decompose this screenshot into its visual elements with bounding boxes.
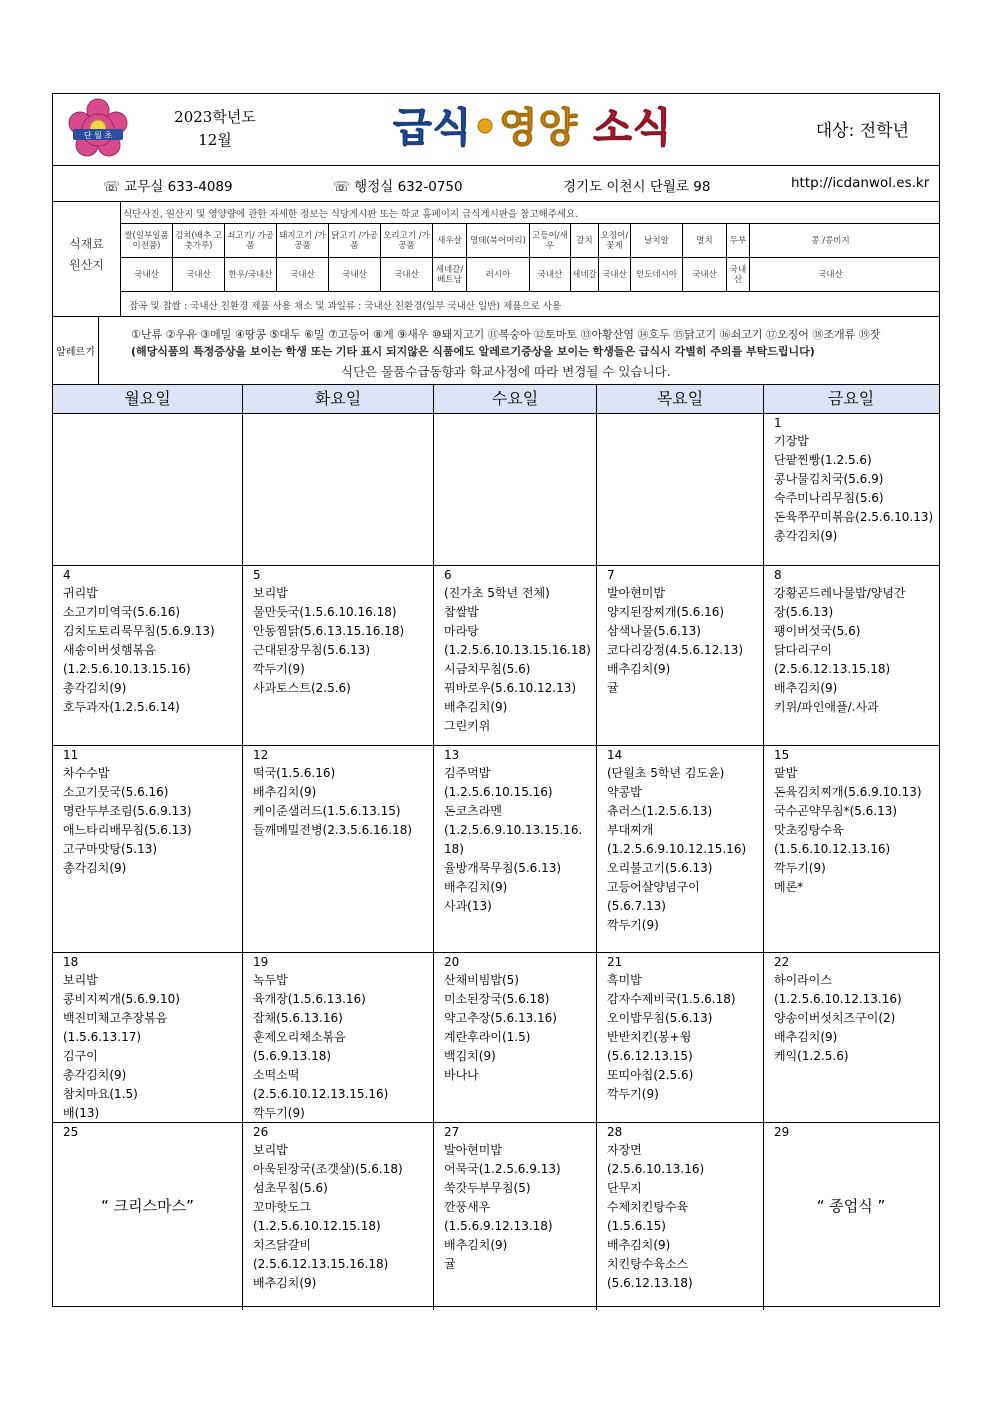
menu-item: 양송이버섯치즈구이(2) bbox=[774, 1011, 896, 1025]
menu-item: 오리불고기(5.6.13) bbox=[607, 861, 713, 875]
day-number: 29 bbox=[774, 1125, 790, 1139]
banner-part-3: 소식 bbox=[578, 105, 673, 151]
day-number: 21 bbox=[607, 955, 623, 969]
menu-item: 녹두밥 bbox=[253, 973, 288, 987]
menu-item: 보리밥 bbox=[253, 586, 288, 600]
day-cell bbox=[434, 1123, 597, 1310]
origin-country: 세네갈 bbox=[571, 258, 599, 291]
menu-item: 강황곤드레나물밥/양념간 bbox=[774, 586, 906, 600]
menu-item: 양지된장찌개(5.6.16) bbox=[607, 605, 725, 619]
menu-item: 깍두기(9) bbox=[607, 918, 659, 932]
menu-item: 깐풍새우 bbox=[444, 1200, 491, 1214]
menu-item: 자장면 bbox=[607, 1143, 642, 1157]
menu-item: 반반치킨(봉+윙 bbox=[607, 1030, 692, 1044]
menu-item: 배추김치(9) bbox=[774, 681, 838, 695]
menu-item: 케익(1.2.5.6) bbox=[774, 1049, 849, 1063]
school-address: 경기도 이천시 단월로 98 bbox=[563, 179, 711, 195]
origin-country: 국내산 bbox=[329, 258, 381, 291]
menu-item: 사과토스트(2.5.6) bbox=[253, 681, 351, 695]
calendar-week-row bbox=[53, 414, 939, 566]
origin-ingredient-name: 두부 bbox=[727, 224, 750, 257]
menu-item: 국수곤약무침*(5.6.13) bbox=[774, 804, 898, 818]
menu-item: (2.5.6.10.13.16) bbox=[607, 1162, 705, 1176]
menu-item: 애느타리배무침(5.6.13) bbox=[63, 823, 192, 837]
menu-item: 꼬마핫도그 bbox=[253, 1200, 311, 1214]
menu-item: (1.2.5.6.10.13.15.16) bbox=[63, 662, 191, 676]
calendar-week-row bbox=[53, 1123, 939, 1310]
menu-item: (1.2.5.6.10.13.15.16.18) bbox=[444, 643, 591, 657]
menu-item: 참치마요(1.5) bbox=[63, 1087, 138, 1101]
menu-change-note: 식단은 물품수급동향과 학교사정에 따라 변경될 수 있습니다. bbox=[341, 364, 671, 379]
menu-item: 발아현미밥 bbox=[607, 586, 665, 600]
banner-part-2: •영양 bbox=[472, 105, 579, 151]
menu-item: 배추김치(9) bbox=[253, 1276, 317, 1290]
day-number: 20 bbox=[444, 955, 460, 969]
menu-item: 츄러스(1.2.5.6.13) bbox=[607, 804, 713, 818]
school-emblem-icon bbox=[67, 98, 129, 160]
menu-item: 찹쌀밥 bbox=[444, 605, 479, 619]
menu-item: (5.6.12.13.15) bbox=[607, 1049, 693, 1063]
menu-item: 부대찌개 bbox=[607, 823, 654, 837]
day-number: 22 bbox=[774, 955, 790, 969]
origin-ingredient-row bbox=[121, 224, 939, 258]
day-number: 11 bbox=[63, 748, 79, 762]
day-cell bbox=[243, 1123, 434, 1310]
weekday-thu: 목요일 bbox=[597, 385, 764, 413]
menu-item: 소떡소떡 bbox=[253, 1068, 300, 1082]
allergy-section bbox=[53, 317, 939, 384]
newsletter-banner-title bbox=[393, 102, 672, 154]
menu-item: (1.5.6.10.12.13.16) bbox=[774, 842, 891, 856]
menu-item: 어묵국(1.2.5.6.9.13) bbox=[444, 1162, 561, 1176]
menu-item: 귤 bbox=[607, 681, 619, 695]
calendar-week-row bbox=[53, 566, 939, 746]
menu-item: 물만둣국(1.5.6.10.16.18) bbox=[253, 605, 397, 619]
origin-ingredient-name: 쇠고기/ 가공품 bbox=[225, 224, 277, 257]
origin-country: 국내산 bbox=[683, 258, 727, 291]
day-number: 13 bbox=[444, 748, 460, 762]
menu-item: 율방개묵무침(5.6.13) bbox=[444, 861, 562, 875]
menu-item: 배추김치(9) bbox=[444, 700, 508, 714]
day-cell bbox=[53, 414, 243, 565]
day-cell bbox=[764, 746, 938, 952]
menu-item: 배추김치(9) bbox=[444, 1238, 508, 1252]
contact-bar bbox=[53, 166, 939, 202]
menu-item: (1.2.5.6.10.15.16) bbox=[444, 785, 553, 799]
allergy-list: ①난류 ②우유 ③메밀 ④땅콩 ⑤대두 ⑥밀 ⑦고등어 ⑧게 ⑨새우 ⑩돼지고기 ⑪복숭아 ⑫토마토 ⑬아황산염 ⑭호두 ⑮닭고기 ⑯쇠고기 ⑰오징어 ⑱조개류 ⑲잣 bbox=[131, 328, 881, 341]
day-cell bbox=[597, 566, 764, 745]
menu-item: 잡채(5.6.13.16) bbox=[253, 1011, 343, 1025]
menu-item: 귀리밥 bbox=[63, 586, 98, 600]
day-cell bbox=[53, 953, 243, 1122]
origin-ingredient-name: 고등어/새우 bbox=[530, 224, 571, 257]
origin-ingredient-name: 김치(배추 고춧가루) bbox=[173, 224, 225, 257]
day-cell bbox=[243, 953, 434, 1122]
day-cell bbox=[434, 746, 597, 952]
menu-item: 김치도토리묵무침(5.6.9.13) bbox=[63, 624, 215, 638]
menu-item: (2.5.6.12.13.15.16.18) bbox=[253, 1257, 389, 1271]
menu-item: 미소된장국(5.6.18) bbox=[444, 992, 550, 1006]
menu-item: 쑥갓두부무침(5) bbox=[444, 1181, 531, 1195]
banner-part-1: 급식 bbox=[393, 105, 473, 151]
menu-item: 케이준샐러드(1.5.6.13.15) bbox=[253, 804, 401, 818]
origin-bottom-note: 잡곡 및 찹쌀 : 국내산 친환경 제품 사용 채소 및 과일류 : 국내산 친환경(일부 국내산 일반) 제품으로 사용 bbox=[129, 301, 562, 312]
origin-country: 국내산 bbox=[530, 258, 571, 291]
menu-calendar bbox=[53, 414, 939, 1310]
origin-ingredient-name: 콩 /콩비지 bbox=[811, 235, 850, 246]
menu-item: 섬초무침(5.6) bbox=[253, 1181, 328, 1195]
origin-country: 국내산 bbox=[599, 258, 631, 291]
menu-item: 마라탕 bbox=[444, 624, 479, 638]
menu-item: 백김치(9) bbox=[444, 1049, 496, 1063]
menu-item: 메론* bbox=[774, 880, 804, 894]
day-number: 19 bbox=[253, 955, 269, 969]
menu-item: 꿔바로우(5.6.10.12.13) bbox=[444, 681, 577, 695]
menu-item: 깍두기(9) bbox=[607, 1087, 659, 1101]
weekday-wed: 수요일 bbox=[434, 385, 597, 413]
origin-country: 러시아 bbox=[467, 258, 530, 291]
menu-item: 배추김치(9) bbox=[607, 1238, 671, 1252]
menu-item: 코다리강정(4.5.6.12.13) bbox=[607, 643, 744, 657]
origin-country: 국내산 bbox=[818, 269, 843, 280]
origin-country: 세네갈/ 베트남 bbox=[433, 258, 467, 291]
weekday-mon: 월요일 bbox=[53, 385, 243, 413]
origin-ingredient-name: 명태(북어머리) bbox=[467, 224, 530, 257]
origin-ingredient-name: 닭고기 /가공품 bbox=[329, 224, 381, 257]
holiday-label: “ 종업식 ” bbox=[816, 1197, 886, 1215]
header bbox=[53, 94, 939, 166]
origin-country: 국내산 bbox=[121, 258, 173, 291]
day-number: 18 bbox=[63, 955, 79, 969]
origin-country-row bbox=[121, 258, 939, 292]
menu-item: 감자수제비국(1.5.6.18) bbox=[607, 992, 736, 1006]
menu-item: 김주먹밥 bbox=[444, 766, 491, 780]
menu-item: (5.6.9.13.18) bbox=[253, 1049, 332, 1063]
menu-item: (1.2.5.6.10.12.15.18) bbox=[253, 1219, 381, 1233]
school-year-block bbox=[165, 106, 265, 152]
menu-item: 또띠아칩(2.5.6) bbox=[607, 1068, 694, 1082]
menu-item: (1.5.6.13.17) bbox=[63, 1030, 142, 1044]
menu-item: 돈코츠라멘 bbox=[444, 804, 502, 818]
day-number: 14 bbox=[607, 748, 623, 762]
menu-item: 깍두기(9) bbox=[253, 662, 305, 676]
day-number: 4 bbox=[63, 568, 71, 582]
menu-item: 키위/파인애플/.사과 bbox=[774, 700, 879, 714]
origin-ingredient-name: 날치알 bbox=[631, 224, 683, 257]
day-number: 28 bbox=[607, 1125, 623, 1139]
menu-item: 안동찜닭(5.6.13.15.16.18) bbox=[253, 624, 405, 638]
day-number: 12 bbox=[253, 748, 269, 762]
day-cell bbox=[764, 414, 938, 565]
menu-item: 계란후라이(1.5) bbox=[444, 1030, 531, 1044]
day-cell bbox=[597, 1123, 764, 1310]
menu-item: 숙주미나리무침(5.6) bbox=[774, 491, 884, 505]
menu-item: 콩비지찌개(5.6.9.10) bbox=[63, 992, 180, 1006]
menu-item: (2.5.6.10.12.13.15.16) bbox=[253, 1087, 389, 1101]
holiday-label: “ 크리스마스” bbox=[101, 1197, 194, 1215]
menu-item: 백진미채고추장볶음 bbox=[63, 1011, 168, 1025]
day-cell bbox=[764, 1123, 938, 1310]
day-number: 15 bbox=[774, 748, 790, 762]
menu-item: 맛초킹탕수육 bbox=[774, 823, 844, 837]
menu-item: 총각김치(9) bbox=[63, 861, 127, 875]
day-cell bbox=[53, 566, 243, 745]
menu-item: 들깨메밀전병(2.3.5.6.16.18) bbox=[253, 823, 413, 837]
day-number: 6 bbox=[444, 568, 452, 582]
calendar-week-row bbox=[53, 953, 939, 1123]
origin-ingredient-name: 오리고기 /가공품 bbox=[381, 224, 433, 257]
menu-item: 김구이 bbox=[63, 1049, 98, 1063]
menu-item: 단무지 bbox=[607, 1181, 642, 1195]
day-number: 27 bbox=[444, 1125, 460, 1139]
day-cell bbox=[597, 953, 764, 1122]
origin-ingredient-name: 새우살 bbox=[433, 224, 467, 257]
menu-item: (1.5.6.9.12.13.18) bbox=[444, 1219, 553, 1233]
menu-item: (2.5.6.12.13.15.18) bbox=[774, 662, 891, 676]
day-number: 26 bbox=[253, 1125, 269, 1139]
menu-item: 아욱된장국(조갯살)(5.6.18) bbox=[253, 1162, 403, 1176]
day-cell bbox=[243, 414, 434, 565]
day-number: 1 bbox=[774, 416, 782, 430]
menu-item: 약콩밥 bbox=[607, 785, 642, 799]
menu-item: 육개장(1.5.6.13.16) bbox=[253, 992, 366, 1006]
menu-item: 오이밥무침(5.6.13) bbox=[607, 1011, 713, 1025]
menu-item: 돈육쭈꾸미볶음(2.5.6.10.13) bbox=[774, 510, 934, 524]
menu-item: 배(13) bbox=[63, 1106, 100, 1120]
admin-phone: ☏ 행정실 632-0750 bbox=[333, 179, 463, 195]
day-cell bbox=[434, 414, 597, 565]
weekday-header bbox=[53, 384, 939, 414]
origin-ingredient-name: 오징어/ 꽃게 bbox=[599, 224, 631, 257]
menu-item: 장(5.6.13) bbox=[774, 605, 834, 619]
menu-item: (1.2.5.6.10.12.13.16) bbox=[774, 992, 902, 1006]
menu-item: 돈육김치찌개(5.6.9.10.13) bbox=[774, 785, 922, 799]
menu-item: (5.6.12.13.18) bbox=[607, 1276, 693, 1290]
weekday-tue: 화요일 bbox=[243, 385, 434, 413]
origin-label: 식재료 원산지 bbox=[53, 202, 121, 317]
menu-item: 산채비빔밥(5) bbox=[444, 973, 519, 987]
menu-item: 배추김치(9) bbox=[607, 662, 671, 676]
origin-country: 국내산 bbox=[381, 258, 433, 291]
menu-item: 배추김치(9) bbox=[253, 785, 317, 799]
menu-item: 차수수밥 bbox=[63, 766, 110, 780]
menu-item: (1.5.6.15) bbox=[607, 1219, 666, 1233]
calendar-week-row bbox=[53, 746, 939, 953]
school-year: 2023학년도 bbox=[174, 108, 256, 126]
origin-ingredient-name: 돼지고기 /가공품 bbox=[277, 224, 329, 257]
menu-item: 근대된장무침(5.6.13) bbox=[253, 643, 371, 657]
day-number: 8 bbox=[774, 568, 782, 582]
menu-item: 팽이버섯국(5.6) bbox=[774, 624, 861, 638]
menu-item: 18) bbox=[444, 842, 464, 856]
origin-ingredient-name: 멸치 bbox=[683, 224, 727, 257]
origin-country: 국내 산 bbox=[727, 258, 750, 291]
menu-item: 하이라이스 bbox=[774, 973, 832, 987]
menu-item: 명란두부조림(5.6.9.13) bbox=[63, 804, 192, 818]
menu-item: (5.6.7.13) bbox=[607, 899, 666, 913]
svg-text:단 월 초: 단 월 초 bbox=[83, 131, 113, 140]
menu-item: 흑미밥 bbox=[607, 973, 642, 987]
day-cell bbox=[243, 746, 434, 952]
menu-item: (단월초 5학년 김도윤) bbox=[607, 766, 725, 780]
day-cell bbox=[597, 414, 764, 565]
menu-item: 보리밥 bbox=[253, 1143, 288, 1157]
office-phone: ☏ 교무실 633-4089 bbox=[103, 179, 233, 195]
origin-country: 한우/국내산 bbox=[225, 258, 277, 291]
ingredient-origin-table bbox=[53, 202, 939, 317]
menu-item: 떡국(1.5.6.16) bbox=[253, 766, 336, 780]
menu-item: 사과(13) bbox=[444, 899, 492, 913]
menu-item: 고구마맛탕(5.13) bbox=[63, 842, 158, 856]
menu-item: 팥밥 bbox=[774, 766, 798, 780]
menu-month: 12월 bbox=[198, 131, 232, 149]
menu-item: 깍두기(9) bbox=[253, 1106, 305, 1120]
menu-item: 소고기미역국(5.6.16) bbox=[63, 605, 181, 619]
menu-item: 소고기뭇국(5.6.16) bbox=[63, 785, 169, 799]
menu-item: 그린키위 bbox=[444, 719, 491, 733]
origin-country: 국내산 bbox=[277, 258, 329, 291]
menu-item: 훈제오리채소볶음 bbox=[253, 1030, 346, 1044]
day-cell bbox=[764, 566, 938, 745]
school-url[interactable]: http://icdanwol.es.kr bbox=[791, 175, 930, 191]
origin-country: 국내산 bbox=[173, 258, 225, 291]
menu-item: 기장밥 bbox=[774, 434, 809, 448]
day-number: 25 bbox=[63, 1125, 79, 1139]
menu-item: 바나나 bbox=[444, 1068, 479, 1082]
origin-country: 인도네시아 bbox=[631, 258, 683, 291]
menu-item: 총각김치(9) bbox=[63, 1068, 127, 1082]
weekday-fri: 금요일 bbox=[827, 389, 875, 408]
day-cell bbox=[597, 746, 764, 952]
menu-item: (1.2.5.6.9.10.13.15.16. bbox=[444, 823, 583, 837]
menu-item: 보리밥 bbox=[63, 973, 98, 987]
menu-item: 약고추장(5.6.13.16) bbox=[444, 1011, 557, 1025]
origin-top-note: 식단사진, 원산지 및 영양량에 관한 자세한 정보는 식당게시판 또는 학교 홈페이지 급식게시판을 참고해주세요. bbox=[121, 202, 939, 224]
day-cell bbox=[434, 953, 597, 1122]
menu-item: 총각김치(9) bbox=[774, 529, 838, 543]
origin-ingredient-name: 갈치 bbox=[571, 224, 599, 257]
day-cell bbox=[53, 1123, 243, 1310]
menu-item: (1.2.5.6.9.10.12.15.16) bbox=[607, 842, 747, 856]
menu-item: 배추김치(9) bbox=[774, 1030, 838, 1044]
origin-ingredient-name: 쌀(일부일품 이전품) bbox=[121, 224, 173, 257]
allergy-label: 알레르기 bbox=[53, 317, 99, 384]
day-cell bbox=[243, 566, 434, 745]
day-cell bbox=[764, 953, 938, 1122]
menu-item: 치킨탕수육소스 bbox=[607, 1257, 689, 1271]
menu-item: 귤 bbox=[444, 1257, 456, 1271]
menu-item: 호두과자(1.2.5.6.14) bbox=[63, 700, 180, 714]
menu-item: 고등어살양념구이 bbox=[607, 880, 700, 894]
menu-item: 시금치무침(5.6) bbox=[444, 662, 531, 676]
menu-item: 수제치킨탕수육 bbox=[607, 1200, 689, 1214]
menu-item: 닭다리구이 bbox=[774, 643, 832, 657]
menu-item: 단팥찐빵(1.2.5.6) bbox=[774, 453, 872, 467]
menu-item: 깍두기(9) bbox=[774, 861, 826, 875]
menu-item: 발아현미밥 bbox=[444, 1143, 502, 1157]
menu-item: 배추김치(9) bbox=[444, 880, 508, 894]
day-cell bbox=[434, 566, 597, 745]
day-number: 7 bbox=[607, 568, 615, 582]
menu-item: 새송이버섯햄볶음 bbox=[63, 643, 156, 657]
menu-item: 삼색나물(5.6.13) bbox=[607, 624, 701, 638]
menu-item: 총각김치(9) bbox=[63, 681, 127, 695]
day-number: 5 bbox=[253, 568, 261, 582]
target-audience: 대상: 전학년 bbox=[815, 121, 909, 141]
menu-item: 콩나물김치국(5.6.9) bbox=[774, 472, 884, 486]
newsletter-sheet bbox=[52, 93, 940, 1307]
menu-item: 치즈닭갈비 bbox=[253, 1238, 311, 1252]
menu-item: (진가초 5학년 전체) bbox=[444, 586, 550, 600]
day-cell bbox=[53, 746, 243, 952]
allergy-warning: (해당식품의 특정증상을 보이는 학생 또는 기타 표시 되지않은 식품에도 알레르기증상을 보이는 학생들은 급식시 각별히 주의를 부탁드립니다) bbox=[131, 345, 815, 358]
